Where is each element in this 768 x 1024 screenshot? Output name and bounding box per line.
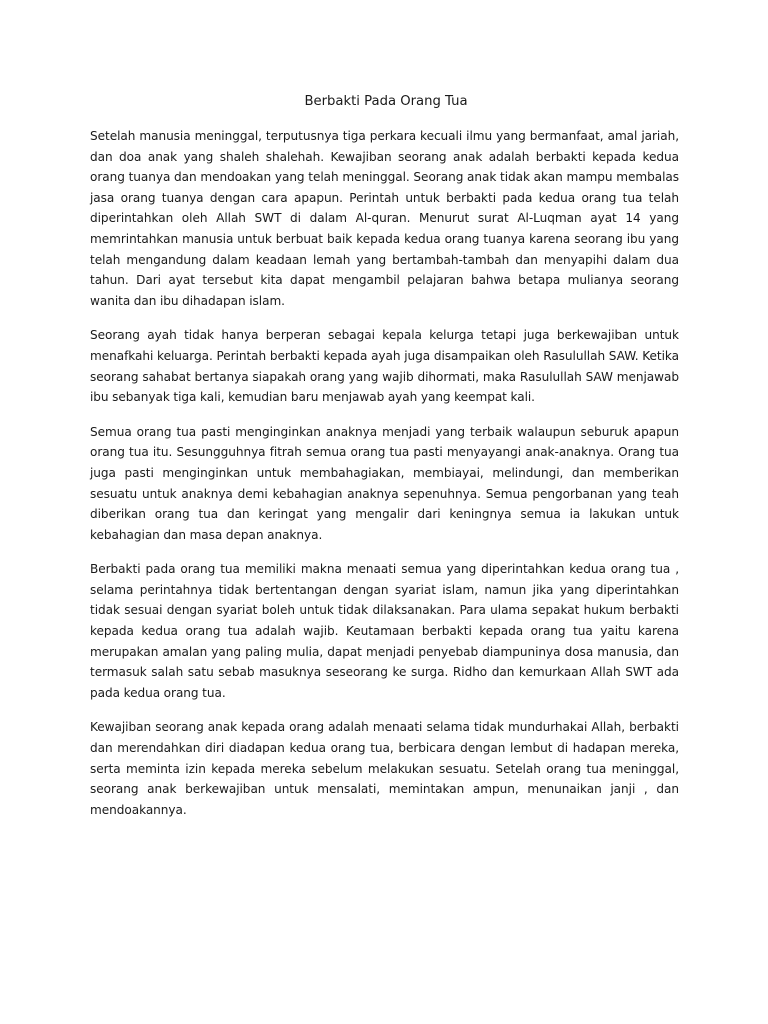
paragraph-1: Setelah manusia meninggal, terputusnya tiga perkara kecuali ilmu yang bermanfaat, amal jariah, dan doa anak yang shaleh shalehah. Kewajiban seorang anak adalah berbakti kepada kedua orang tuanya dan mendoakan yang telah meninggal. Seorang anak tidak akan mampu membalas jasa orang tuanya dengan cara apapun. Perintah untuk berbakti pada kedua orang tua telah diperintahkan oleh Allah SWT di dalam Al-quran. Menurut surat Al-Luqman ayat 14 yang memrintahkan manusia untuk berbuat baik kepada kedua orang tuanya karena seorang ibu yang telah mengandung dalam keadaan lemah yang bertambah-tambah dan menyapihi dalam dua tahun. Dari ayat tersebut kita dapat mengambil pelajaran bahwa betapa mulianya seorang wanita dan ibu dihadapan islam. <box>90 129 679 308</box>
paragraph-4: Berbakti pada orang tua memiliki makna menaati semua yang diperintahkan kedua orang tua , selama perintahnya tidak bertentangan dengan syariat islam, namun jika yang diperintahkan tidak sesuai dengan syariat boleh untuk tidak dilaksanakan. Para ulama sepakat hukum berbakti kepada kedua orang tua adalah wajib. Keutamaan berbakti kepada orang tua yaitu karena merupakan amalan yang paling mulia, dapat menjadi penyebab diampuninya dosa manusia, dan termasuk salah satu sebab masuknya seseorang ke surga. Ridho dan kemurkaan Allah SWT ada pada kedua orang tua. <box>90 562 679 700</box>
paragraph-2: Seorang ayah tidak hanya berperan sebagai kepala kelurga tetapi juga berkewajiban untuk menafkahi keluarga. Perintah berbakti kepada ayah juga disampaikan oleh Rasulullah SAW. Ketika seorang sahabat bertanya siapakah orang yang wajib dihormati, maka Rasulullah SAW menjawab ibu sebanyak tiga kali, kemudian baru menjawab ayah yang keempat kali. <box>90 328 679 405</box>
document-title: Berbakti Pada Orang Tua <box>304 94 468 109</box>
paragraph-3: Semua orang tua pasti menginginkan anaknya menjadi yang terbaik walaupun seburuk apapun orang tua itu. Sesungguhnya fitrah semua orang tua pasti menyayangi anak-anaknya. Orang tua juga pasti menginginkan untuk membahagiakan, membiayai, melindungi, dan memberikan sesuatu untuk anaknya demi kebahagian anaknya sepenuhnya. Semua pengorbanan yang teah diberikan orang tua dan keringat yang mengalir dari keningnya semua ia lakukan untuk kebahagian dan masa depan anaknya. <box>90 424 679 542</box>
document-body <box>90 126 679 834</box>
paragraph-5: Kewajiban seorang anak kepada orang adalah menaati selama tidak mundurhakai Allah, berbakti dan merendahkan diri diadapan kedua orang tua, berbicara dengan lembut di hadapan mereka, serta meminta izin kepada mereka sebelum melakukan sesuatu. Setelah orang tua meninggal, seorang anak berkewajiban untuk mensalati, memintakan ampun, menunaikan janji , dan mendoakannya. <box>90 720 679 817</box>
